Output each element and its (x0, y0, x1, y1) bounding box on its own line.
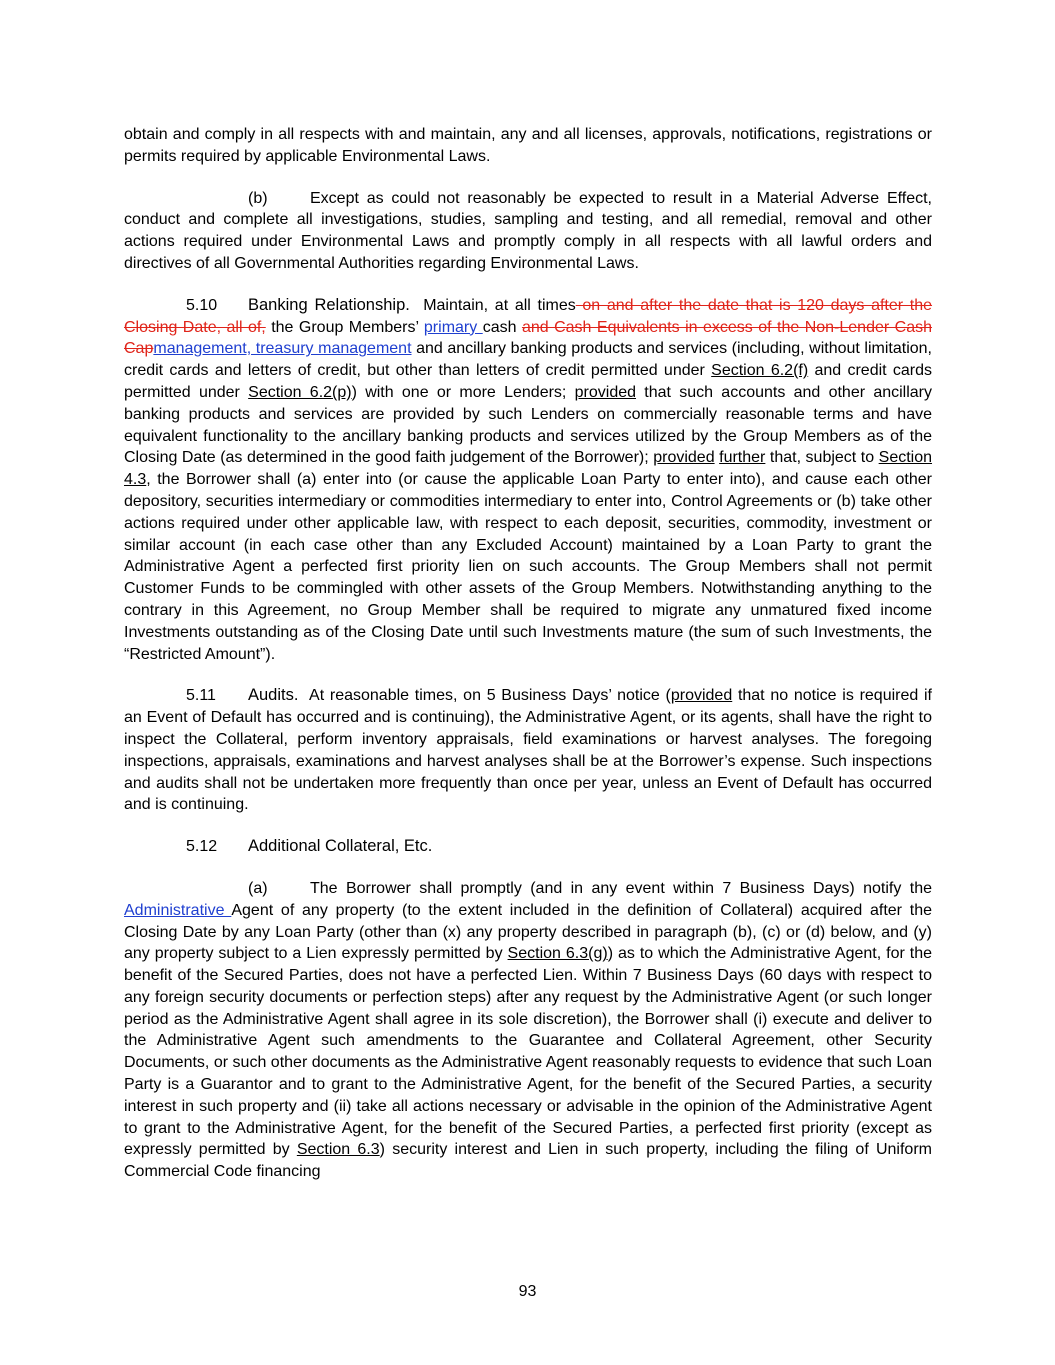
section-number: 5.10 (186, 296, 218, 314)
text-run: ) with one or more Lenders; (351, 383, 575, 401)
text-run: cash (482, 318, 522, 336)
deleted-text: and Cash Equivalents in excess of the Non-Lender Cash Cap (124, 318, 933, 358)
section-number: 5.11 (186, 687, 216, 705)
inserted-text: primary (423, 318, 483, 336)
paragraph-continuation: obtain and comply in all respects with and maintain, any and all licenses, approvals, notifications, registrations or permits required by applicable Environmental Laws. (124, 126, 932, 165)
section-reference: Section 6.2(f) (711, 362, 809, 380)
inserted-text: management, treasury management (153, 340, 412, 358)
section-number: 5.12 (186, 838, 218, 856)
proviso-term: provided (653, 449, 715, 467)
proviso-term: provided (574, 383, 637, 401)
section-heading: Audits. (248, 686, 299, 705)
paragraph-a (124, 878, 932, 1183)
paragraph-text: Except as could not reasonably be expected to result in a Material Adverse Effect, conduct and complete all investigations, studies, sampling and testing, and all remedial, removal and other actions required under Environmental Laws and promptly comply in all respects with all lawful orders and directives of all Governmental Authorities regarding Environmental Laws. (124, 189, 932, 272)
section-reference: Section 4.3 (124, 449, 933, 489)
section-reference: Section 6.2(p) (248, 383, 352, 401)
proviso-term: provided (670, 687, 733, 705)
text-run: that, subject to (765, 449, 879, 467)
page-body (124, 124, 932, 1203)
text-run: Agent of any property (to the extent included in the definition of Collateral) acquired after the Closing Date by any Loan Party (other than (x) any property described in paragraph (b), (c) or (d) below, and (y) any property subject to a Lien expressly permitted by (124, 901, 933, 963)
text-run: and credit cards permitted under (124, 362, 933, 401)
section-reference: Section 6.3(g) (507, 945, 608, 963)
section-heading: Additional Collateral, Etc. (248, 837, 433, 856)
section-5-11 (124, 685, 932, 816)
section-reference: Section 6.3 (296, 1141, 380, 1159)
text-run: that no notice is required if an Event of Default has occurred and is continuing), the Administrative Agent, or its agents, shall have the right to inspect the Collateral, perform inventory appraisals, field examinations or harvest analyses. The foregoing inspections, appraisals, examinations and harvest analyses shall be at the Borrower’s expense. Such inspections and audits shall not be undertaken more frequently than once per year, unless an Event of Default has occurred and is continuing. (124, 687, 933, 814)
section-5-12 (124, 836, 932, 858)
text-run: , the Borrower shall (a) enter into (or cause the applicable Loan Party to enter into), and cause each other depository, securities intermediary or commodities intermediary to enter into, Control Agreements or (b) take other actions required under other applicable law, with respect to each deposit, securities, commodity, investment or similar account (in each case other than any Excluded Account) maintained by a Loan Party to grant the Administrative Agent a perfected first priority lien on such accounts. The Group Members shall not permit Customer Funds to be commingled with other assets of the Group Members. Notwithstanding anything to the contrary in this Agreement, no Group Member shall be required to migrate any unmatured fixed income Investments outstanding as of the Closing Date until such Investments mature (the sum of such Investments, the “Restricted Amount”). (124, 471, 932, 663)
paragraph-marker: (a) (248, 879, 268, 897)
text-run: ) as to which the Administrative Agent, for the benefit of the Secured Parties, does not have a perfected Lien. Within 7 Business Days (60 days with respect to any foreign security documents or perfection steps) after any request by the Administrative Agent (or such longer period as the Administrative Agent shall agree in its sole discretion), the Borrower shall (i) execute and deliver to the Administrative Agent such amendments to the Guarantee and Collateral Agreement, other Security Documents, or such other documents as the Administrative Agent reasonably requests to evidence that such Loan Party is a Guarantor and to grant to the Administrative Agent, for the benefit of the Secured Parties, a security interest in such property and (ii) take all actions necessary or advisable in the opinion of the Administrative Agent to grant to the Administrative Agent, for the benefit of the Secured Parties, a perfected first priority (except as expressly permitted by (124, 945, 933, 1159)
paragraph-b (124, 188, 932, 275)
inserted-text: Administrative (124, 901, 232, 919)
text-run: ) security interest and Lien in such property, including the filing of Uniform Commercial Code financing (124, 1141, 932, 1181)
text-run: that such accounts and other ancillary banking products and services are provided by such Lenders on commercially reasonable terms and have equivalent functionality to the ancillary banking products and services utilized by the Group Members as of the Closing Date (as determined in the good faith judgement of the Borrower); (124, 383, 933, 467)
section-5-10 (124, 295, 932, 666)
page-number: 93 (518, 1283, 537, 1300)
section-heading: Banking Relationship. (248, 295, 410, 314)
text-run: the Group Members’ (265, 318, 424, 336)
deleted-text: on and after the date that is 120 days after the Closing Date, all of, (124, 296, 933, 336)
text-run: At reasonable times, on 5 Business Days’ notice ( (309, 687, 671, 705)
text-run: The Borrower shall promptly (and in any event within 7 Business Days) notify the (310, 879, 932, 897)
paragraph-marker: (b) (248, 189, 268, 207)
text-run: and ancillary banking products and services (including, without limitation, credit cards and letters of credit, but other than letters of credit permitted under (124, 340, 932, 380)
proviso-term: further (719, 449, 766, 467)
text-run: Maintain, at all times (423, 296, 576, 314)
